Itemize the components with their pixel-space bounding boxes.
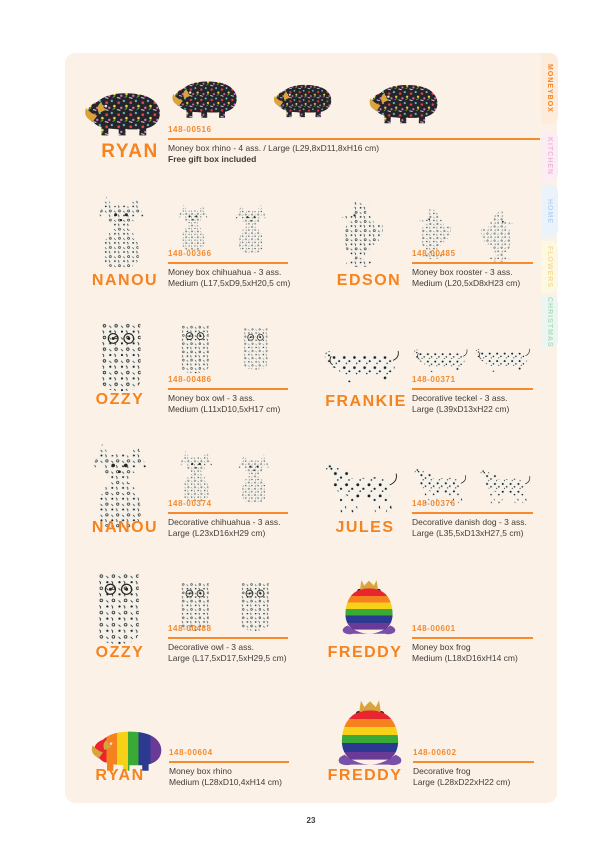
- product-info: [169, 748, 289, 788]
- graffiti-rhino-image: [365, 78, 443, 128]
- product-gift-note: Free gift box included: [168, 154, 257, 164]
- product-name: FRANKIE: [325, 393, 407, 410]
- tab-kitchen-label: KITCHEN: [546, 137, 553, 176]
- product-size: Large (L17,5xD17,5xH29,5 cm): [168, 653, 287, 663]
- product-name: RYAN: [101, 141, 159, 162]
- product-name: FREDDY: [327, 767, 403, 784]
- product-name: FREDDY: [327, 644, 403, 661]
- product-size: Large (L35,5xD13xH27,5 cm): [412, 528, 524, 538]
- product-name: OZZY: [95, 391, 145, 408]
- tab-home-label: HOME: [546, 198, 553, 224]
- doodle-owl-image: [95, 317, 147, 395]
- tab-moneybox-label: MONEYBOX: [546, 64, 553, 113]
- product-description: Money box rhino: [169, 766, 232, 776]
- product-description: Money box rooster - 3 ass.: [412, 267, 513, 277]
- product-size: Medium (L11xD10,5xH17 cm): [168, 404, 281, 414]
- product-code: 148-00376: [412, 499, 533, 514]
- doodle-chihuahua-image: [177, 447, 215, 507]
- catalog-sheet: [65, 53, 557, 803]
- doodle-owl-image: [239, 324, 272, 372]
- product-description: Money box rhino - 4 ass. / Large (L29,8xD11,8xH16 cm): [168, 143, 380, 153]
- product-description: Money box chihuahua - 3 ass.: [168, 267, 282, 277]
- product-info: [412, 499, 533, 539]
- product-name: EDSON: [336, 272, 402, 289]
- product-code: 148-00371: [412, 375, 533, 390]
- product-name: NANOU: [91, 519, 159, 536]
- product-size: Large (L28xD22xH22 cm): [413, 777, 511, 787]
- rainbow-frog-image: [333, 694, 407, 776]
- product-name: OZZY: [95, 644, 145, 661]
- product-name: RYAN: [95, 767, 145, 784]
- product-code: 148-00516: [168, 125, 540, 140]
- spotted-teckel-image: [471, 344, 533, 375]
- product-name: JULES: [335, 519, 395, 536]
- product-code: 148-00601: [412, 624, 533, 639]
- product-info: [412, 249, 533, 289]
- rainbow-frog-image: [338, 576, 400, 642]
- doodle-owl-image: [177, 321, 213, 376]
- product-description: Money box frog: [412, 642, 471, 652]
- product-info: [412, 624, 533, 664]
- product-info: [168, 499, 288, 539]
- tab-home[interactable]: [541, 185, 558, 237]
- product-name: NANOU: [91, 272, 159, 289]
- product-code: 148-00604: [169, 748, 289, 763]
- tab-moneybox[interactable]: [541, 53, 558, 124]
- graffiti-rhino-image: [168, 75, 242, 122]
- product-description: Decorative danish dog - 3 ass.: [412, 517, 527, 527]
- doodle-owl-image: [87, 567, 150, 648]
- product-info: [168, 249, 291, 289]
- product-info: [412, 375, 533, 415]
- tab-christmas-label: CHRISTMAS: [546, 296, 553, 348]
- graffiti-rhino-image: [80, 86, 166, 140]
- product-info: [168, 624, 288, 664]
- product-code: 148-00485: [412, 249, 533, 264]
- product-size: Large (L23xD16xH29 cm): [168, 528, 266, 538]
- product-size: Large (L39xD13xH22 cm): [412, 404, 510, 414]
- product-code: 148-00374: [168, 499, 288, 514]
- product-info: [168, 375, 288, 415]
- doodle-rooster-image: [331, 196, 388, 269]
- product-size: Medium (L28xD10,4xH14 cm): [169, 777, 282, 787]
- product-info: [413, 748, 534, 788]
- page-number: 23: [306, 816, 316, 825]
- product-code: 148-00602: [413, 748, 534, 763]
- product-code: 148-00486: [168, 375, 288, 390]
- tab-christmas[interactable]: [541, 296, 558, 348]
- product-description: Decorative chihuahua - 3 ass.: [168, 517, 281, 527]
- spotted-teckel-image: [321, 339, 401, 392]
- spotted-teckel-image: [411, 342, 469, 378]
- product-size: Medium (L20,5xD8xH23 cm): [412, 278, 521, 288]
- product-code: 148-00488: [168, 624, 288, 639]
- tab-flowers[interactable]: [541, 241, 558, 293]
- tab-flowers-label: FLOWERS: [546, 246, 553, 288]
- product-description: Money box owl - 3 ass.: [168, 393, 255, 403]
- product-code: 148-00366: [168, 249, 288, 264]
- product-description: Decorative frog: [413, 766, 471, 776]
- tab-kitchen[interactable]: [541, 131, 558, 182]
- product-size: Medium (L18xD16xH14 cm): [412, 653, 518, 663]
- doodle-chihuahua-image: [90, 195, 152, 271]
- graffiti-rhino-image: [270, 79, 336, 121]
- product-description: Decorative owl - 3 ass.: [168, 642, 254, 652]
- product-description: Decorative teckel - 3 ass.: [412, 393, 508, 403]
- product-info: [168, 125, 540, 165]
- product-size: Medium (L17,5xD9,5xH20,5 cm): [168, 278, 291, 288]
